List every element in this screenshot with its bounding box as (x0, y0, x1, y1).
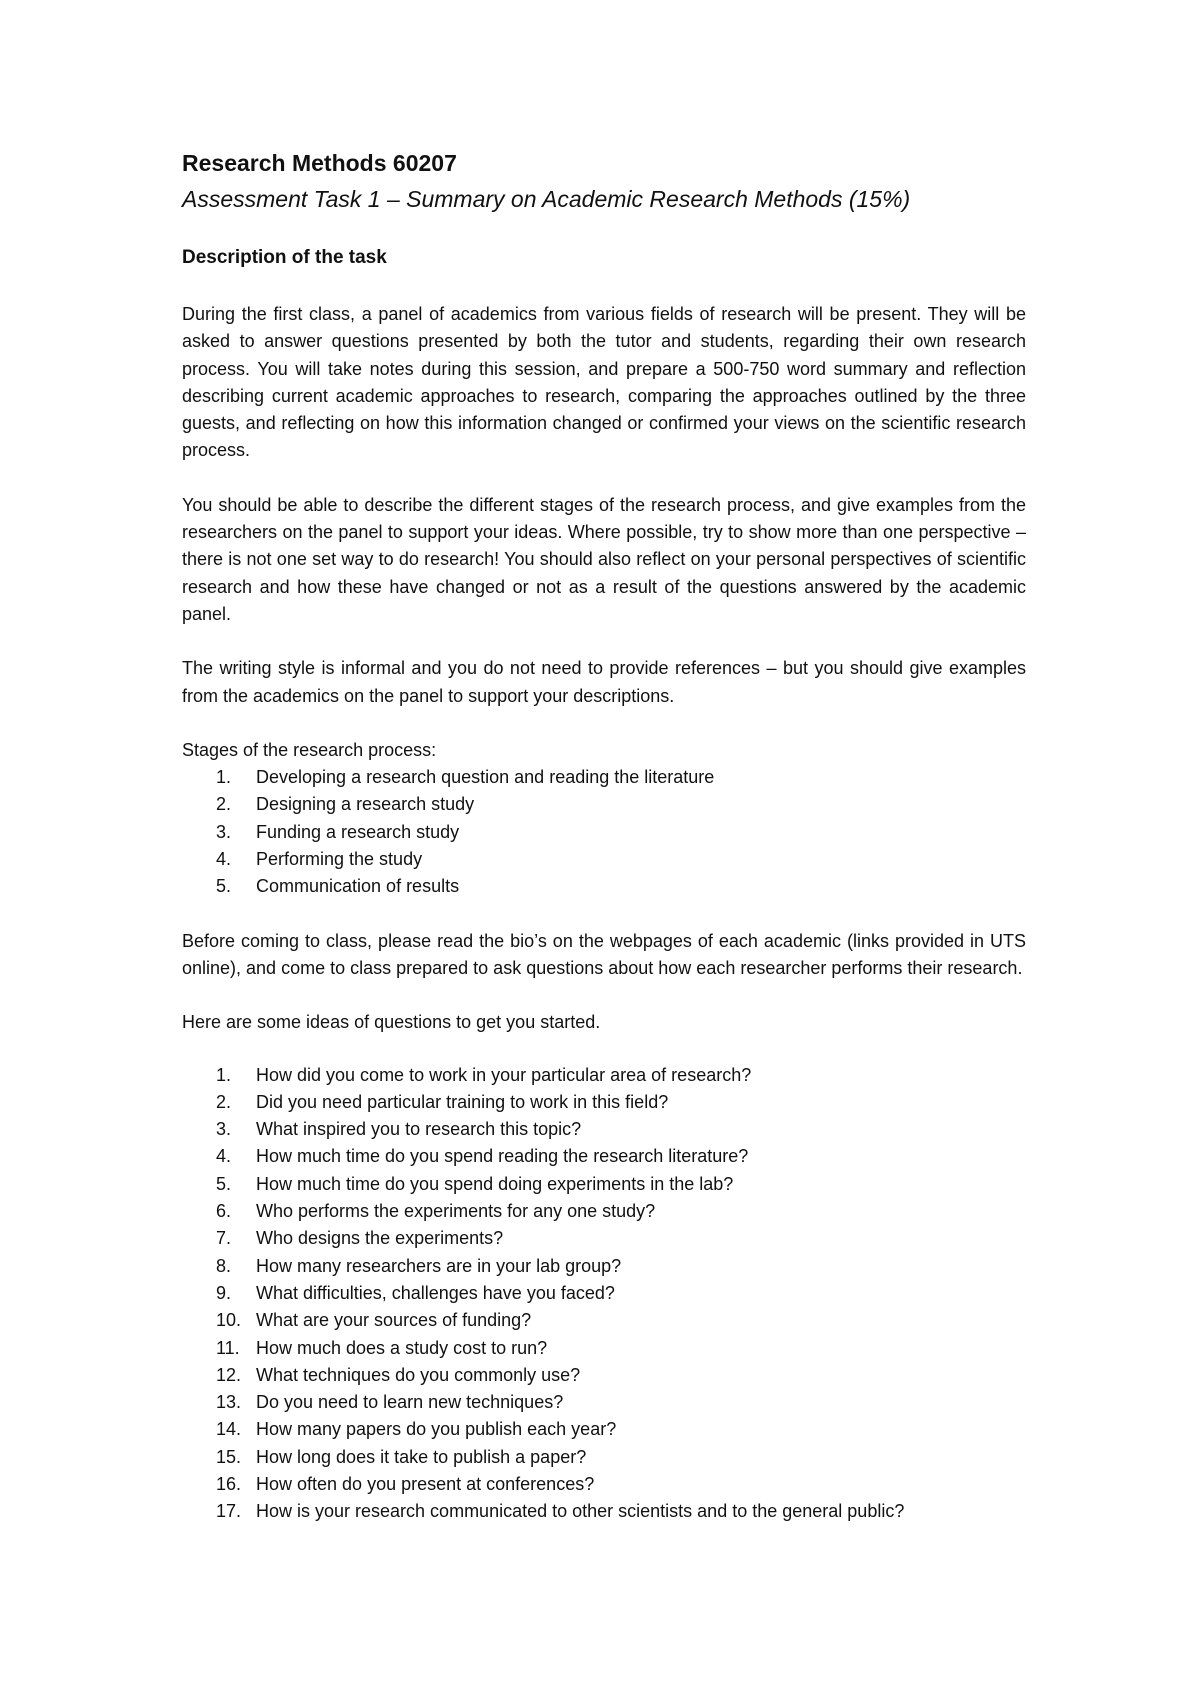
list-item (182, 1280, 1026, 1307)
list-item (182, 1389, 1026, 1416)
list-item (182, 764, 1026, 791)
list-number: 15. (216, 1446, 242, 1467)
list-number: 2. (216, 1091, 232, 1112)
list-item (182, 819, 1026, 846)
list-number: 4. (216, 849, 232, 870)
document-subtitle: Assessment Task 1 – Summary on Academic Research Methods (15%) (182, 186, 911, 212)
document-title: Research Methods 60207 (182, 150, 457, 176)
list-item-text: What techniques do you commonly use? (256, 1364, 581, 1385)
list-item-text: Funding a research study (256, 821, 460, 842)
list-item (182, 1225, 1026, 1252)
list-number: 4. (216, 1146, 232, 1167)
list-item-text: How much time do you spend doing experiments in the lab? (256, 1173, 734, 1194)
list-number: 10. (216, 1310, 242, 1331)
stages-list (182, 764, 1026, 900)
list-item (182, 846, 1026, 873)
questions-intro: Here are some ideas of questions to get you started. (182, 1012, 601, 1033)
list-item-text: How many researchers are in your lab group? (256, 1255, 622, 1276)
list-item (182, 1171, 1026, 1198)
list-item-text: How often do you present at conferences? (256, 1473, 595, 1494)
list-item-text: What inspired you to research this topic? (256, 1119, 582, 1140)
list-item (182, 1444, 1026, 1471)
list-item-text: Who designs the experiments? (256, 1228, 504, 1249)
stages-intro: Stages of the research process: (182, 739, 437, 760)
list-number: 12. (216, 1364, 242, 1385)
list-item-text: Designing a research study (256, 794, 475, 815)
list-number: 2. (216, 794, 232, 815)
list-item (182, 1335, 1026, 1362)
paragraph-stages-description: You should be able to describe the different stages of the research process, and give examples from the researchers on the panel to support your ideas. Where possible, try to show more than one perspective – there is not one set way to do research! You should also reflect on your personal perspectives of scientific research and how these have changed or not as a result of the questions answered by the academic panel. (182, 494, 1026, 624)
list-item (182, 1089, 1026, 1116)
list-item-text: Did you need particular training to work in this field? (256, 1091, 669, 1112)
list-number: 5. (216, 1173, 232, 1194)
list-number: 9. (216, 1282, 232, 1303)
list-item (182, 1307, 1026, 1334)
list-item-text: Developing a research question and reading the literature (256, 767, 715, 788)
list-number: 16. (216, 1473, 242, 1494)
list-item (182, 791, 1026, 818)
list-item-text: How long does it take to publish a paper? (256, 1446, 587, 1467)
list-item-text: What difficulties, challenges have you faced? (256, 1282, 615, 1303)
list-item (182, 1253, 1026, 1280)
list-number: 13. (216, 1392, 242, 1413)
list-number: 8. (216, 1255, 232, 1276)
list-item (182, 1143, 1026, 1170)
list-item (182, 1362, 1026, 1389)
paragraph-before-class: Before coming to class, please read the bio’s on the webpages of each academic (links provided in UTS online), and come to class prepared to ask questions about how each researcher performs their research. (182, 930, 1026, 978)
list-item (182, 1198, 1026, 1225)
list-item-text: What are your sources of funding? (256, 1310, 532, 1331)
list-item (182, 1471, 1026, 1498)
list-number: 17. (216, 1501, 242, 1522)
paragraph-task-overview: During the first class, a panel of academics from various fields of research will be present. They will be asked to answer questions presented by both the tutor and students, regarding their own research process. You will take notes during this session, and prepare a 500-750 word summary and reflection describing current academic approaches to research, comparing the approaches outlined by the three guests, and reflecting on how this information changed or confirmed your views on the scientific research process. (182, 304, 1026, 461)
list-item (182, 1062, 1026, 1089)
paragraph-writing-style: The writing style is informal and you do not need to provide references – but you should give examples from the academics on the panel to support your descriptions. (182, 658, 1026, 706)
list-number: 6. (216, 1201, 232, 1222)
list-item-text: How many papers do you publish each year? (256, 1419, 617, 1440)
list-item-text: Communication of results (256, 876, 460, 897)
list-item (182, 1116, 1026, 1143)
list-item-text: How much time do you spend reading the research literature? (256, 1146, 749, 1167)
list-number: 7. (216, 1228, 232, 1249)
list-item (182, 1416, 1026, 1443)
list-item (182, 1498, 1026, 1525)
list-number: 1. (216, 1064, 232, 1085)
list-item-text: Do you need to learn new techniques? (256, 1392, 564, 1413)
list-number: 1. (216, 767, 232, 788)
list-item-text: How did you come to work in your particular area of research? (256, 1064, 752, 1085)
list-number: 5. (216, 876, 232, 897)
list-item (182, 873, 1026, 900)
list-item-text: How is your research communicated to other scientists and to the general public? (256, 1501, 905, 1522)
list-number: 3. (216, 821, 232, 842)
list-number: 11. (216, 1337, 240, 1358)
list-number: 3. (216, 1119, 232, 1140)
questions-list (182, 1062, 1026, 1526)
list-item-text: Who performs the experiments for any one study? (256, 1201, 656, 1222)
list-number: 14. (216, 1419, 242, 1440)
section-heading: Description of the task (182, 247, 387, 268)
list-item-text: How much does a study cost to run? (256, 1337, 548, 1358)
document-body (182, 148, 1026, 1526)
list-item-text: Performing the study (256, 849, 423, 870)
